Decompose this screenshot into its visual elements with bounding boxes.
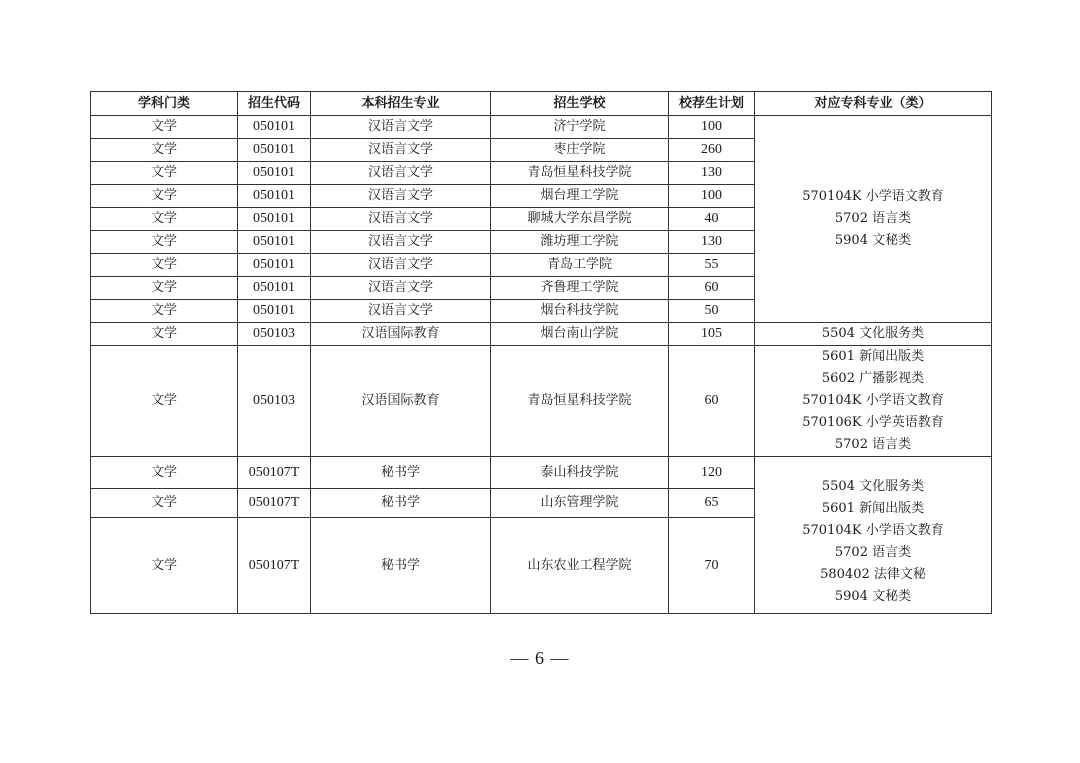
cell-major: 汉语言文学: [311, 208, 491, 231]
cell-school: 青岛恒星科技学院: [491, 162, 669, 185]
cell-code: 050101: [238, 116, 311, 139]
spec-item: 5702 语言类: [834, 437, 912, 452]
cell-school: 潍坊理工学院: [491, 231, 669, 254]
cell-major: 秘书学: [311, 457, 491, 489]
cell-spec-group: [755, 346, 992, 457]
spec-item: 5504 文化服务类: [821, 478, 925, 494]
cell-spec-group: [755, 323, 992, 346]
cell-school: 烟台南山学院: [491, 323, 669, 346]
header-plan: 校荐生计划: [669, 92, 755, 116]
cell-major: 汉语言文学: [311, 254, 491, 277]
cell-spec-group: [755, 116, 992, 323]
cell-discipline: 文学: [91, 208, 238, 231]
cell-code: 050107T: [238, 518, 311, 614]
cell-discipline: 文学: [91, 231, 238, 254]
cell-plan: 100: [669, 116, 755, 139]
cell-plan: 65: [669, 489, 755, 518]
table-header-row: [91, 92, 992, 116]
cell-plan: 260: [669, 139, 755, 162]
header-spec: 对应专科专业（类）: [755, 92, 992, 116]
cell-code: 050101: [238, 231, 311, 254]
cell-code: 050103: [238, 323, 311, 346]
cell-plan: 50: [669, 300, 755, 323]
spec-item: 570104K 小学语文教育: [802, 522, 944, 538]
cell-code: 050101: [238, 208, 311, 231]
cell-code: 050101: [238, 277, 311, 300]
cell-discipline: 文学: [91, 489, 238, 518]
spec-item: 5601 新闻出版类: [821, 349, 925, 364]
spec-item: 5601 新闻出版类: [821, 500, 925, 516]
cell-major: 汉语国际教育: [311, 346, 491, 457]
cell-school: 济宁学院: [491, 116, 669, 139]
table-row: [91, 323, 992, 346]
cell-discipline: 文学: [91, 323, 238, 346]
header-major: 本科招生专业: [311, 92, 491, 116]
cell-spec-group: [755, 457, 992, 614]
cell-plan: 120: [669, 457, 755, 489]
header-code: 招生代码: [238, 92, 311, 116]
cell-discipline: 文学: [91, 277, 238, 300]
spec-item: 570104K 小学语文教育: [802, 393, 944, 408]
cell-plan: 40: [669, 208, 755, 231]
cell-code: 050107T: [238, 457, 311, 489]
cell-major: 汉语言文学: [311, 116, 491, 139]
spec-item: 5702 语言类: [834, 211, 912, 226]
cell-major: 汉语国际教育: [311, 323, 491, 346]
table-row: [91, 346, 992, 457]
cell-code: 050101: [238, 254, 311, 277]
cell-school: 烟台科技学院: [491, 300, 669, 323]
cell-discipline: 文学: [91, 162, 238, 185]
cell-discipline: 文学: [91, 116, 238, 139]
cell-code: 050107T: [238, 489, 311, 518]
cell-plan: 60: [669, 346, 755, 457]
cell-school: 山东农业工程学院: [491, 518, 669, 614]
cell-plan: 130: [669, 231, 755, 254]
spec-item: 5702 语言类: [834, 544, 912, 560]
cell-plan: 60: [669, 277, 755, 300]
cell-code: 050101: [238, 162, 311, 185]
cell-code: 050101: [238, 300, 311, 323]
cell-code: 050101: [238, 185, 311, 208]
cell-school: 枣庄学院: [491, 139, 669, 162]
cell-discipline: 文学: [91, 254, 238, 277]
spec-item: 570106K 小学英语教育: [802, 415, 944, 430]
enrollment-table: [90, 91, 992, 614]
header-school: 招生学校: [491, 92, 669, 116]
cell-discipline: 文学: [91, 185, 238, 208]
cell-major: 汉语言文学: [311, 231, 491, 254]
table-row: [91, 457, 992, 489]
cell-school: 青岛工学院: [491, 254, 669, 277]
spec-item: 5904 文秘类: [834, 233, 912, 248]
table-row: [91, 116, 992, 139]
cell-discipline: 文学: [91, 457, 238, 489]
cell-code: 050103: [238, 346, 311, 457]
spec-item: 5904 文秘类: [834, 588, 912, 604]
page-number: — 6 —: [510, 648, 570, 668]
cell-discipline: 文学: [91, 300, 238, 323]
cell-major: 秘书学: [311, 489, 491, 518]
spec-item: 5504 文化服务类: [821, 326, 925, 341]
cell-major: 汉语言文学: [311, 277, 491, 300]
cell-school: 烟台理工学院: [491, 185, 669, 208]
header-discipline: 学科门类: [91, 92, 238, 116]
cell-plan: 100: [669, 185, 755, 208]
spec-item: 570104K 小学语文教育: [802, 189, 944, 204]
cell-major: 汉语言文学: [311, 300, 491, 323]
cell-plan: 105: [669, 323, 755, 346]
cell-plan: 130: [669, 162, 755, 185]
spec-item: 5602 广播影视类: [821, 371, 925, 386]
cell-major: 汉语言文学: [311, 139, 491, 162]
cell-major: 汉语言文学: [311, 185, 491, 208]
cell-discipline: 文学: [91, 139, 238, 162]
cell-school: 山东管理学院: [491, 489, 669, 518]
cell-school: 齐鲁理工学院: [491, 277, 669, 300]
cell-plan: 55: [669, 254, 755, 277]
cell-school: 聊城大学东昌学院: [491, 208, 669, 231]
cell-major: 秘书学: [311, 518, 491, 614]
cell-discipline: 文学: [91, 346, 238, 457]
cell-code: 050101: [238, 139, 311, 162]
cell-discipline: 文学: [91, 518, 238, 614]
cell-school: 泰山科技学院: [491, 457, 669, 489]
cell-school: 青岛恒星科技学院: [491, 346, 669, 457]
spec-item: 580402 法律文秘: [820, 566, 926, 582]
cell-plan: 70: [669, 518, 755, 614]
cell-major: 汉语言文学: [311, 162, 491, 185]
